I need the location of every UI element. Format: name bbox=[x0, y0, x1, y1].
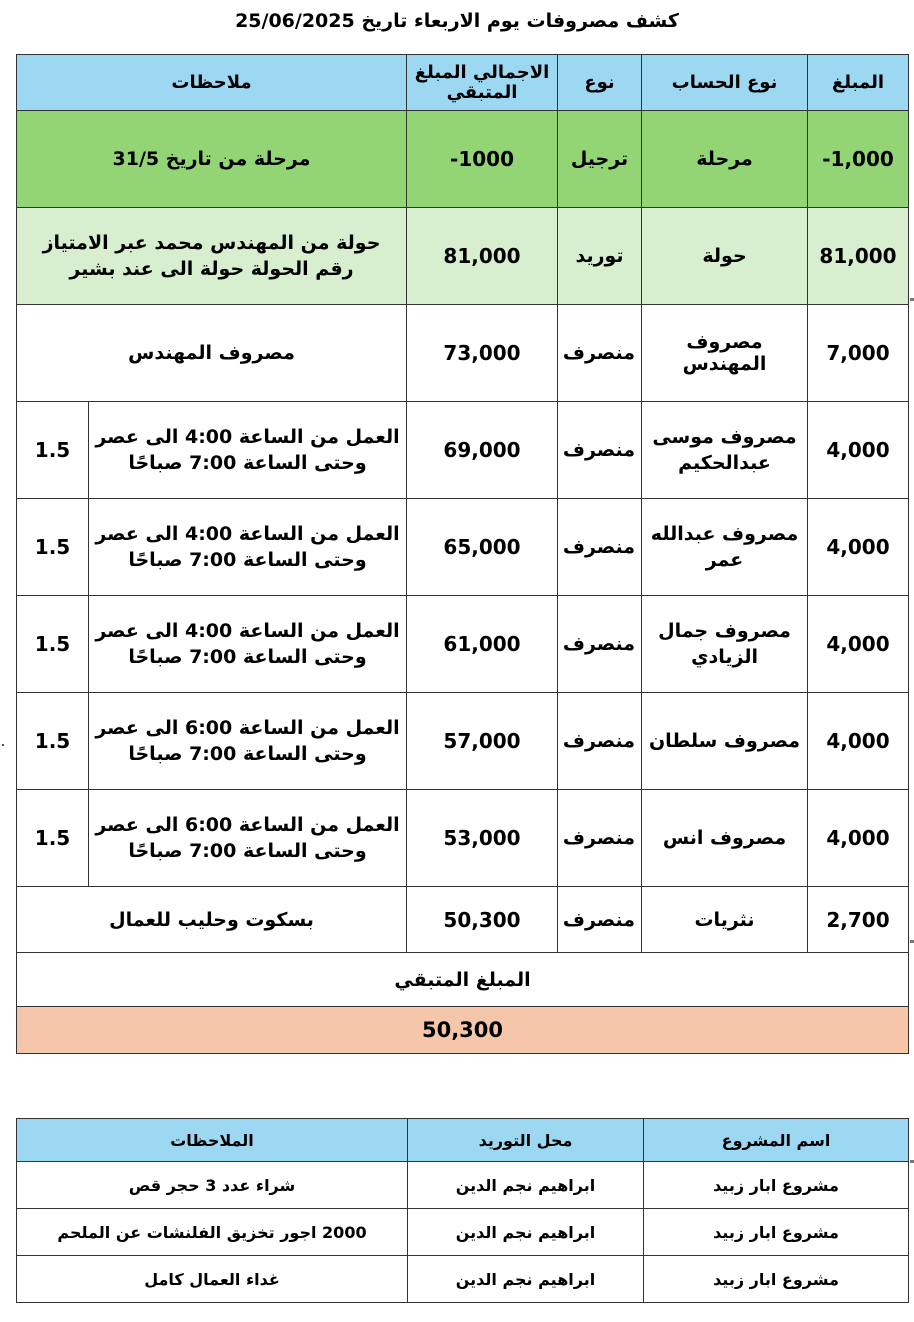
header-notes: الملاحظات bbox=[17, 1119, 408, 1162]
table-row bbox=[17, 790, 909, 887]
remaining-cell: 69,000 bbox=[407, 402, 558, 499]
header-type: نوع bbox=[558, 55, 642, 111]
account-type-cell: مصروف المهندس bbox=[642, 305, 808, 402]
supply-place-cell: ابراهيم نجم الدين bbox=[408, 1209, 644, 1256]
account-type-cell: مصروف جمال الزيادي bbox=[642, 596, 808, 693]
header-row bbox=[17, 1119, 909, 1162]
page-title: كشف مصروفات يوم الاربعاء تاريخ 25/06/2025 bbox=[235, 10, 679, 32]
notes-cell: غداء العمال كامل bbox=[17, 1256, 408, 1303]
table-row bbox=[17, 887, 909, 953]
amount-cell: 4,000 bbox=[808, 693, 909, 790]
notes-cell: مصروف المهندس bbox=[17, 305, 407, 402]
summary-label: المبلغ المتبقي bbox=[17, 953, 909, 1007]
notes-cell: العمل من الساعة 4:00 الى عصر وحتى الساعة 7:00 صباحًا bbox=[89, 402, 407, 499]
table-row bbox=[17, 693, 909, 790]
table-row bbox=[17, 1256, 909, 1303]
hours-cell: 1.5 bbox=[17, 693, 89, 790]
table-row bbox=[17, 596, 909, 693]
notes-cell: العمل من الساعة 6:00 الى عصر وحتى الساعة 7:00 صباحًا bbox=[89, 693, 407, 790]
amount-cell: 4,000 bbox=[808, 402, 909, 499]
summary-value-row bbox=[17, 1007, 909, 1054]
notes-cell: العمل من الساعة 4:00 الى عصر وحتى الساعة 7:00 صباحًا bbox=[89, 499, 407, 596]
expenses-table bbox=[16, 54, 909, 1054]
summary-label-row bbox=[17, 953, 909, 1007]
type-cell: منصرف bbox=[558, 693, 642, 790]
type-cell: منصرف bbox=[558, 499, 642, 596]
table-row bbox=[17, 305, 909, 402]
amount-cell: 4,000 bbox=[808, 596, 909, 693]
edge-mark bbox=[910, 940, 914, 943]
project-cell: مشروع ابار زبيد bbox=[644, 1162, 909, 1209]
table-row bbox=[17, 402, 909, 499]
notes-cell: حولة من المهندس محمد عبر الامتياز رقم الحولة حولة الى عند بشير bbox=[17, 208, 407, 305]
supply-place-cell: ابراهيم نجم الدين bbox=[408, 1256, 644, 1303]
notes-cell: 2000 اجور تخزيق الفلنشات عن الملحم bbox=[17, 1209, 408, 1256]
remaining-cell: 81,000 bbox=[407, 208, 558, 305]
edge-dot bbox=[2, 744, 4, 746]
type-cell: منصرف bbox=[558, 887, 642, 953]
account-type-cell: مرحلة bbox=[642, 111, 808, 208]
amount-cell: -1,000 bbox=[808, 111, 909, 208]
account-type-cell: نثريات bbox=[642, 887, 808, 953]
amount-cell: 4,000 bbox=[808, 790, 909, 887]
project-cell: مشروع ابار زبيد bbox=[644, 1209, 909, 1256]
header-remaining-total: الاجمالي المبلغ المتبقي bbox=[407, 55, 558, 111]
hours-cell: 1.5 bbox=[17, 402, 89, 499]
table-row bbox=[17, 1209, 909, 1256]
account-type-cell: مصروف سلطان bbox=[642, 693, 808, 790]
amount-cell: 2,700 bbox=[808, 887, 909, 953]
type-cell: منصرف bbox=[558, 596, 642, 693]
header-amount: المبلغ bbox=[808, 55, 909, 111]
account-type-cell: مصروف موسى عبدالحكيم bbox=[642, 402, 808, 499]
remaining-cell: 65,000 bbox=[407, 499, 558, 596]
header-notes: ملاحظات bbox=[17, 55, 407, 111]
remaining-cell: 73,000 bbox=[407, 305, 558, 402]
header-supply-place: محل التوريد bbox=[408, 1119, 644, 1162]
account-type-cell: حولة bbox=[642, 208, 808, 305]
header-row bbox=[17, 55, 909, 111]
notes-cell: شراء عدد 3 حجر قص bbox=[17, 1162, 408, 1209]
amount-cell: 81,000 bbox=[808, 208, 909, 305]
type-cell: توريد bbox=[558, 208, 642, 305]
notes-cell: مرحلة من تاريخ 31/5 bbox=[17, 111, 407, 208]
header-project: اسم المشروع bbox=[644, 1119, 909, 1162]
table-row bbox=[17, 499, 909, 596]
account-type-cell: مصروف انس bbox=[642, 790, 808, 887]
summary-value: 50,300 bbox=[17, 1007, 909, 1054]
type-cell: منصرف bbox=[558, 790, 642, 887]
type-cell: منصرف bbox=[558, 402, 642, 499]
supply-place-cell: ابراهيم نجم الدين bbox=[408, 1162, 644, 1209]
type-cell: منصرف bbox=[558, 305, 642, 402]
notes-cell: العمل من الساعة 6:00 الى عصر وحتى الساعة 7:00 صباحًا bbox=[89, 790, 407, 887]
amount-cell: 7,000 bbox=[808, 305, 909, 402]
edge-mark bbox=[910, 298, 914, 301]
amount-cell: 4,000 bbox=[808, 499, 909, 596]
table-row bbox=[17, 111, 909, 208]
project-cell: مشروع ابار زبيد bbox=[644, 1256, 909, 1303]
remaining-cell: 61,000 bbox=[407, 596, 558, 693]
remaining-cell: 53,000 bbox=[407, 790, 558, 887]
table-row bbox=[17, 1162, 909, 1209]
account-type-cell: مصروف عبدالله عمر bbox=[642, 499, 808, 596]
edge-mark bbox=[910, 1160, 914, 1163]
remaining-cell: 57,000 bbox=[407, 693, 558, 790]
remaining-cell: 50,300 bbox=[407, 887, 558, 953]
hours-cell: 1.5 bbox=[17, 790, 89, 887]
type-cell: ترجيل bbox=[558, 111, 642, 208]
notes-cell: العمل من الساعة 4:00 الى عصر وحتى الساعة 7:00 صباحًا bbox=[89, 596, 407, 693]
header-account-type: نوع الحساب bbox=[642, 55, 808, 111]
remaining-cell: -1000 bbox=[407, 111, 558, 208]
table-row bbox=[17, 208, 909, 305]
hours-cell: 1.5 bbox=[17, 499, 89, 596]
notes-cell: بسكوت وحليب للعمال bbox=[17, 887, 407, 953]
hours-cell: 1.5 bbox=[17, 596, 89, 693]
supply-table bbox=[16, 1118, 909, 1303]
